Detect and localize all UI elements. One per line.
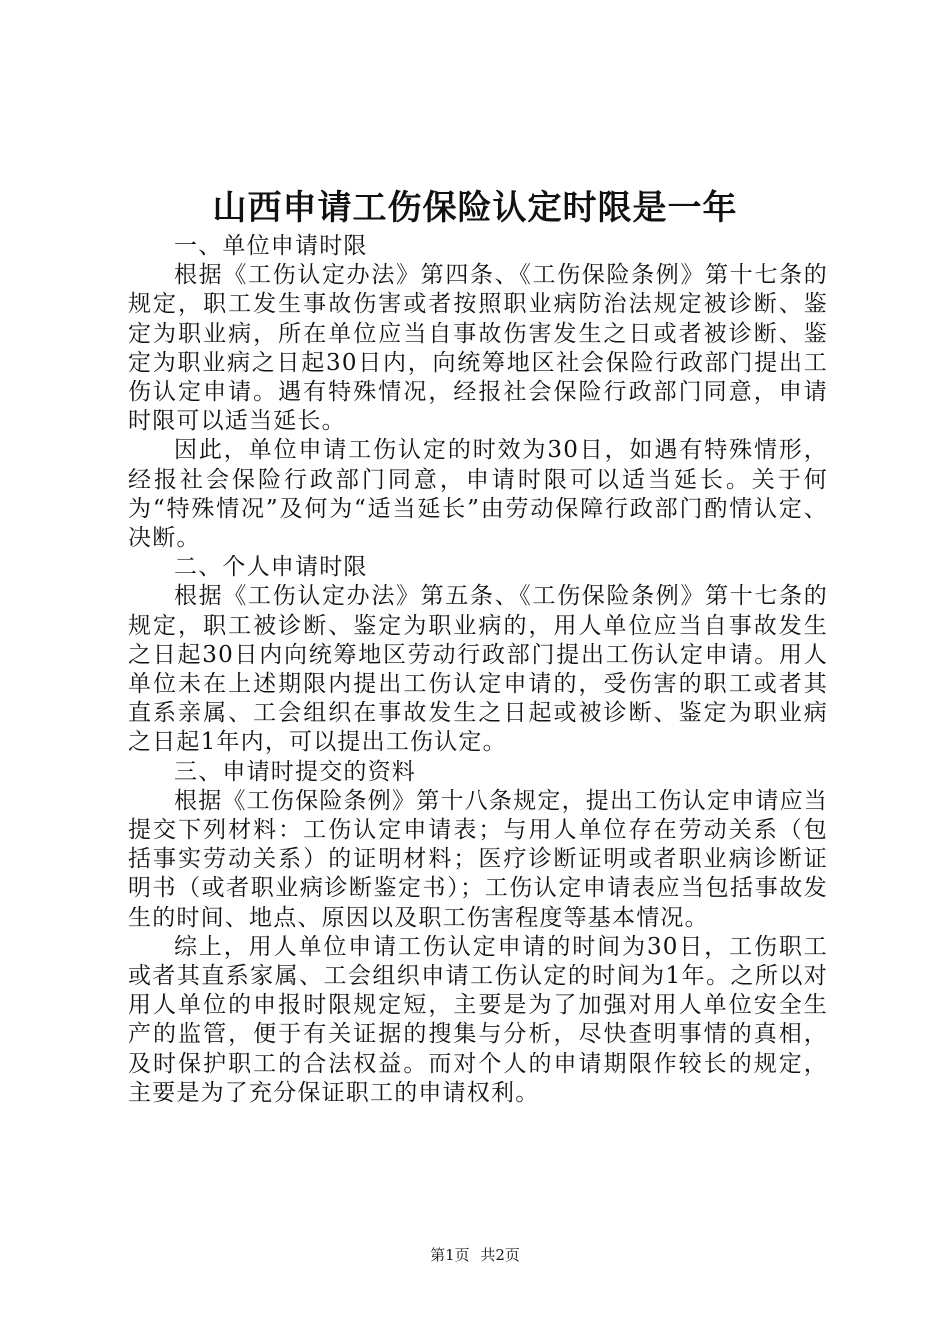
- page-total: 共2页: [480, 1246, 520, 1264]
- section-heading: 三、申请时提交的资料: [174, 758, 416, 785]
- section-heading: 二、个人申请时限: [174, 554, 368, 581]
- section-heading: 一、单位申请时限: [174, 233, 368, 259]
- paragraph: 根据《工伤保险条例》第十八条规定，提出工伤认定申请应当提交下列材料：工伤认定申请表；与用人单位存在劳动关系（包括事实劳动关系）的证明材料；医疗诊断证明或者职业病诊断证明书（或者职业病诊断鉴定书）；工伤认定申请表应当包括事故发生的时间、地点、原因以及职工伤害程度等基本情况。: [128, 787, 828, 931]
- document-title: 山西申请工伤保险认定时限是一年: [212, 188, 738, 228]
- paragraph: 因此，单位申请工伤认定的时效为30日，如遇有特殊情形，经报社会保险行政部门同意，申请时限可以适当延长。关于何为“特殊情况”及何为“适当延长”由劳动保障行政部门酌情认定、决断。: [128, 437, 828, 552]
- page-number: 第1页: [430, 1246, 470, 1264]
- paragraph: 根据《工伤认定办法》第五条、《工伤保险条例》第十七条的规定，职工被诊断、鉴定为职业病的，用人单位应当自事故发生之日起30日内向统筹地区劳动行政部门提出工伤认定申请。用人单位未在上述期限内提出工伤认定申请的，受伤害的职工或者其直系亲属、工会组织在事故发生之日起或被诊断、鉴定为职业病之日起1年内，可以提出工伤认定。: [128, 583, 828, 756]
- paragraph: 综上，用人单位申请工伤认定申请的时间为30日，工伤职工或者其直系家属、工会组织申请工伤认定的时间为1年。之所以对用人单位的申报时限规定短，主要是为了加强对用人单位安全生产的监管，便于有关证据的搜集与分析，尽快查明事情的真相，及时保护职工的合法权益。而对个人的申请期限作较长的规定，主要是为了充分保证职工的申请权利。: [128, 933, 828, 1106]
- paragraph: 根据《工伤认定办法》第四条、《工伤保险条例》第十七条的规定，职工发生事故伤害或者按照职业病防治法规定被诊断、鉴定为职业病，所在单位应当自事故伤害发生之日或者被诊断、鉴定为职业病之日起30日内，向统筹地区社会保险行政部门提出工伤认定申请。遇有特殊情况，经报社会保险行政部门同意，申请时限可以适当延长。: [128, 262, 828, 435]
- document-body: [128, 232, 828, 1108]
- page-footer: [0, 1245, 950, 1265]
